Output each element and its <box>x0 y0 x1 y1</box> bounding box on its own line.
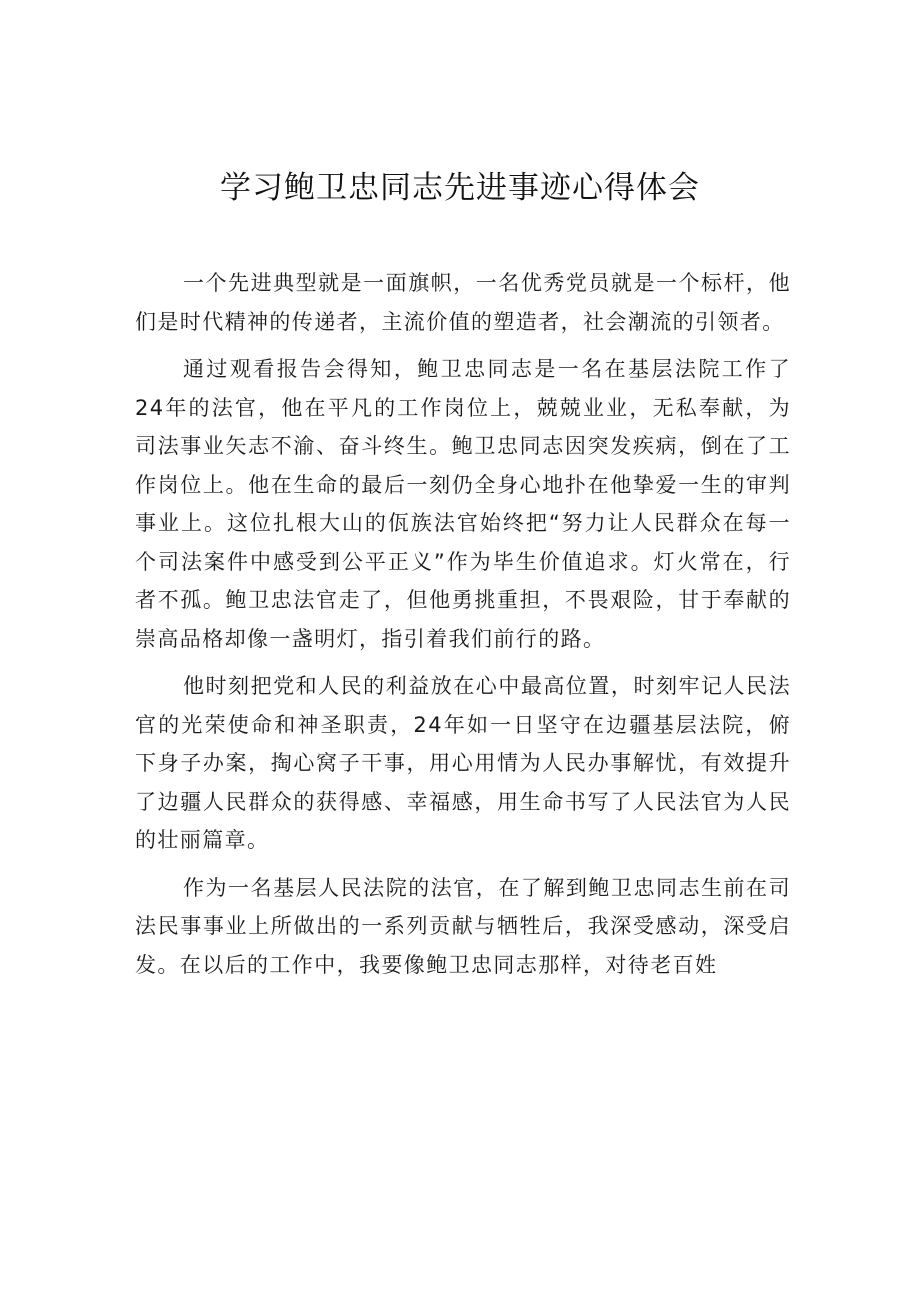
body-paragraph-2: 通过观看报告会得知，鲍卫忠同志是一名在基层法院工作了24年的法官，他在平凡的工作岗位上，兢兢业业，无私奉献，为司法事业矢志不渝、奋斗终生。鲍卫忠同志因突发疾病，倒在了工作岗位上。他在生命的最后一刻仍全身心地扑在他挚爱一生的审判事业上。这位扎根大山的佤族法官始终把“努力让人民群众在每一个司法案件中感受到公平正义”作为毕生价值追求。灯火常在，行者不孤。鲍卫忠法官走了，但他勇挑重担，不畏艰险，甘于奉献的崇高品格却像一盏明灯，指引着我们前行的路。 <box>135 357 791 651</box>
body-paragraph-3: 他时刻把党和人民的利益放在心中最高位置，时刻牢记人民法官的光荣使命和神圣职责，24年如一日坚守在边疆基层法院，俯下身子办案，掏心窝子干事，用心用情为人民办事解忧，有效提升了边疆人民群众的获得感、幸福感，用生命书写了人民法官为人民的壮丽篇章。 <box>135 674 791 852</box>
document-title: 学习鲍卫忠同志先进事迹心得体会 <box>220 170 700 206</box>
document-body <box>135 264 791 993</box>
body-paragraph-4: 作为一名基层人民法院的法官，在了解到鲍卫忠同志生前在司法民事事业上所做出的一系列贡献与牺牲后，我深受感动，深受启发。在以后的工作中，我要像鲍卫忠同志那样，对待老百姓 <box>135 875 791 977</box>
body-paragraph-1: 一个先进典型就是一面旗帜，一名优秀党员就是一个标杆，他们是时代精神的传递者，主流价值的塑造者，社会潮流的引领者。 <box>135 271 791 334</box>
